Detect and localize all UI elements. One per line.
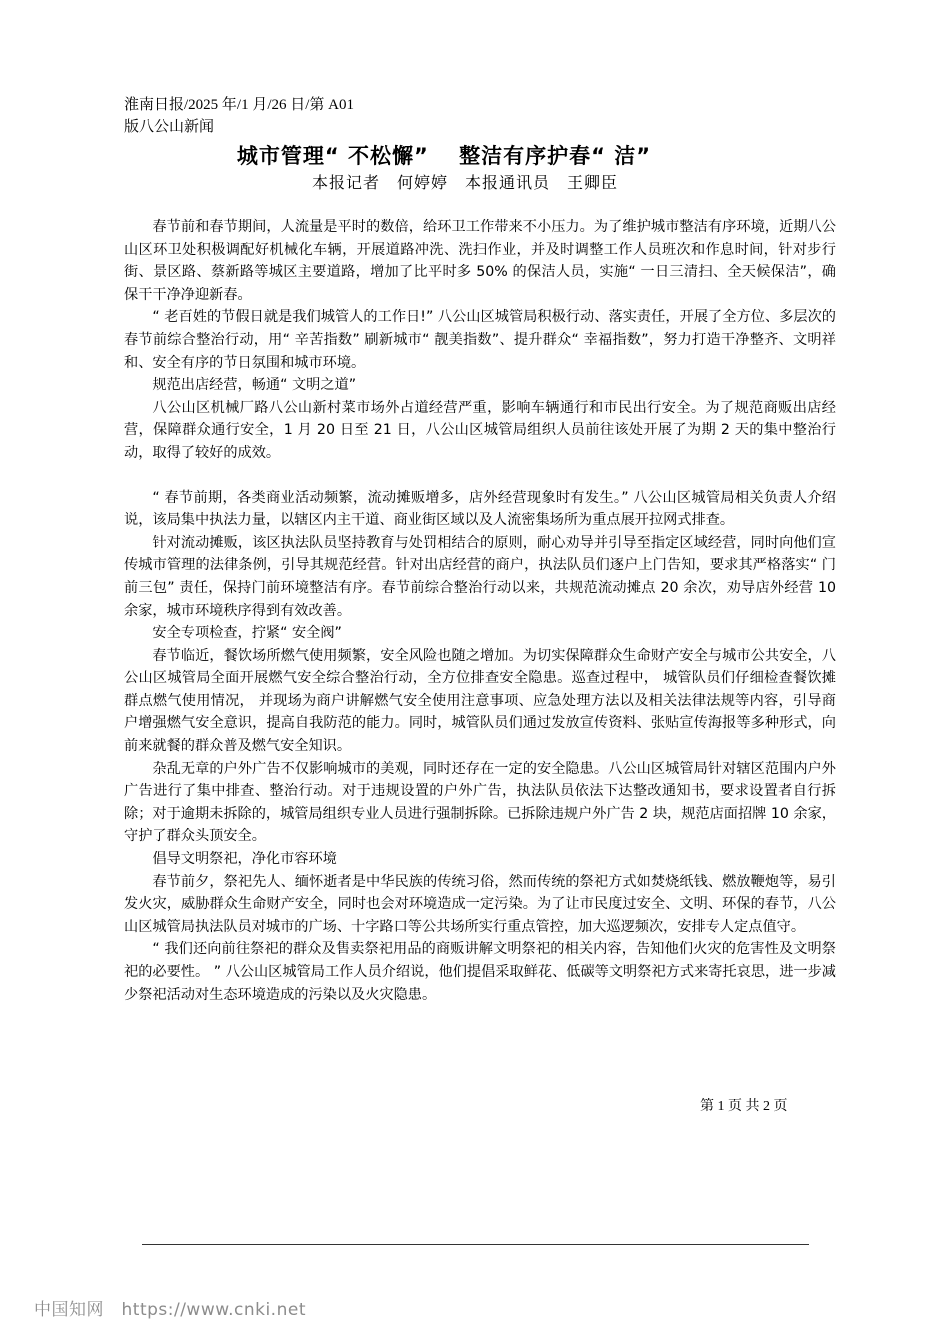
section-heading: 规范出店经营，畅通“ 文明之道” [152, 377, 357, 394]
paragraph: 春节临近，餐饮场所燃气使用频繁，安全风险也随之增加。为切实保障群众生命财产安全与城市公共安全，八公山区城管局全面开展燃气安全综合整治行动，全方位排查安全隐患。巡查过程中， 城管队员们仔细检查餐饮摊群点燃气使用情况， 并现场为商户讲解燃气安全使用注意事项、应急处理方法以及相关法律法规等内容，引导商户增强燃气安全意识，提高自我防范的能力。同时，城管队员们通过发放宣传资料、张贴宣传海报等多种形式，向前来就餐的群众普及燃气安全知识。 [124, 647, 836, 755]
footer-divider [142, 1244, 809, 1245]
cnki-watermark: 中国知网 https://www.cnki.net [34, 1300, 306, 1320]
paragraph: “ 春节前期，各类商业活动频繁，流动摊贩增多，店外经营现象时有发生。” 八公山区城管局相关负责人介绍说，该局集中执法力量，以辖区内主干道、商业街区域以及人流密集场所为重点展开拉网式排查。 [124, 489, 836, 529]
paragraph: 八公山区机械厂路八公山新村菜市场外占道经营严重，影响车辆通行和市民出行安全。为了规范商贩出店经营，保障群众通行安全，1 月 20 日至 21 日，八公山区城管局组织人员前往该处开展了为期 2 天的集中整治行动，取得了较好的成效。 [124, 399, 836, 461]
paragraph: 杂乱无章的户外广告不仅影响城市的美观，同时还存在一定的安全隐患。八公山区城管局针对辖区范围内户外广告进行了集中排查、整治行动。对于违规设置的户外广告，执法队员依法下达整改通知书，要求设置者自行拆除；对于逾期未拆除的，城管局组织专业人员进行强制拆除。已拆除违规户外广告 2 块，规范店面招牌 10 余家，守护了群众头顶安全。 [124, 760, 836, 845]
page-number: 第 1 页 共 2 页 [700, 1099, 788, 1114]
source-info [124, 94, 404, 138]
article-body [124, 216, 836, 1006]
section-heading: 安全专项检查，拧紧“ 安全阀” [152, 625, 342, 642]
paragraph: 春节前夕，祭祀先人、缅怀逝者是中华民族的传统习俗，然而传统的祭祀方式如焚烧纸钱、燃放鞭炮等，易引发火灾，威胁群众生命财产安全，同时也会对环境造成一定污染。为了让市民度过安全、文明、环保的春节，八公山区城管局执法队员对城市的广场、十字路口等公共场所实行重点管控，加大巡逻频次，安排专人定点值守。 [124, 873, 836, 935]
source-line-2: 版八公山新闻 [124, 119, 215, 135]
paragraph: “ 我们还向前往祭祀的群众及售卖祭祀用品的商贩讲解文明祭祀的相关内容，告知他们火灾的危害性及文明祭祀的必要性。 ” 八公山区城管局工作人员介绍说，他们提倡采取鲜花、低碳等文明祭祀方式来寄托哀思，进一步减少祭祀活动对生态环境造成的污染以及火灾隐患。 [124, 941, 836, 1003]
article-byline: 本报记者 何婷婷 本报通讯员 王卿臣 [311, 173, 618, 192]
paragraph: 春节前和春节期间，人流量是平时的数倍，给环卫工作带来不小压力。为了维护城市整洁有序环境，近期八公山区环卫处积极调配好机械化车辆，开展道路冲洗、洗扫作业，并及时调整工作人员班次和作息时间，针对步行街、景区路、蔡新路等城区主要道路，增加了比平时多 50% 的保洁人员，实施“ 一日三清扫、全天候保洁”，确保干干净净迎新春。 [124, 219, 836, 303]
section-heading: 倡导文明祭祀，净化市容环境 [152, 851, 337, 868]
source-line-1: 淮南日报/2025 年/1 月/26 日/第 A01 [124, 97, 355, 113]
article-title: 城市管理“ 不松懈” 整洁有序护春“ 洁” [236, 144, 652, 168]
paragraph: 针对流动摊贩，该区执法队员坚持教育与处罚相结合的原则，耐心劝导并引导至指定区域经营，同时向他们宣传城市管理的法律条例，引导其规范经营。针对出店经营的商户，执法队员们逐户上门告知，要求其严格落实“ 门前三包” 责任，保持门前环境整洁有序。春节前综合整治行动以来，共规范流动摊点 20 余次，劝导店外经营 10 余家，城市环境秩序得到有效改善。 [124, 534, 836, 619]
paragraph: “ 老百姓的节假日就是我们城管人的工作日!” 八公山区城管局积极行动、落实责任，开展了全方位、多层次的春节前综合整治行动，用“ 辛苦指数” 刷新城市“ 靓美指数”、提升群众“ 幸福指数”，努力打造干净整齐、文明祥和、安全有序的节日氛围和城市环境。 [124, 309, 836, 371]
